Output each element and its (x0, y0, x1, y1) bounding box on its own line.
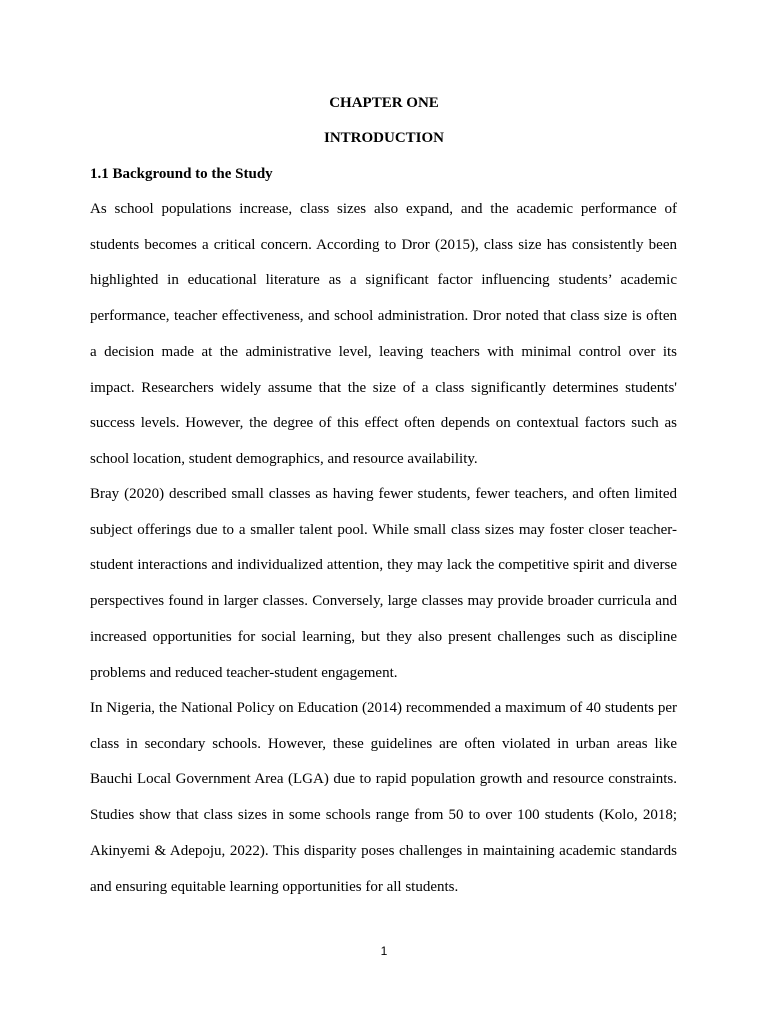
chapter-title: INTRODUCTION (323, 130, 444, 146)
paragraph-background-2: Bray (2020) described small classes as having fewer students, fewer teachers, and often limited subject offerings due to a smaller talent pool. While small class sizes may foster closer teacher-student interactions and individualized attention, they may lack the competitive spirit and diverse perspectives found in larger classes. Conversely, large classes may provide broader curricula and increased opportunities for social learning, but they also present challenges such as discipline problems and reduced teacher-student engagement. (90, 486, 677, 681)
paragraph-background-1: As school populations increase, class sizes also expand, and the academic performance of students becomes a critical concern. According to Dror (2015), class size has consistently been highlighted in educational literature as a significant factor influencing students’ academic performance, teacher effectiveness, and school administration. Dror noted that class size is often a decision made at the administrative level, leaving teachers with minimal control over its impact. Researchers widely assume that the size of a class significantly determines students' success levels. However, the degree of this effect often depends on contextual factors such as school location, student demographics, and resource availability. (90, 201, 677, 467)
chapter-label: CHAPTER ONE (329, 95, 439, 111)
paragraph-background-3: In Nigeria, the National Policy on Education (2014) recommended a maximum of 40 students per class in secondary schools. However, these guidelines are often violated in urban areas like Bauchi Local Government Area (LGA) due to rapid population growth and resource constraints. Studies show that class sizes in some schools range from 50 to over 100 students (Kolo, 2018; Akinyemi & Adepoju, 2022). This disparity poses challenges in maintaining academic standards and ensuring equitable learning opportunities for all students. (90, 700, 677, 895)
page-number: 1 (380, 944, 388, 958)
section-heading: 1.1 Background to the Study (90, 166, 273, 182)
